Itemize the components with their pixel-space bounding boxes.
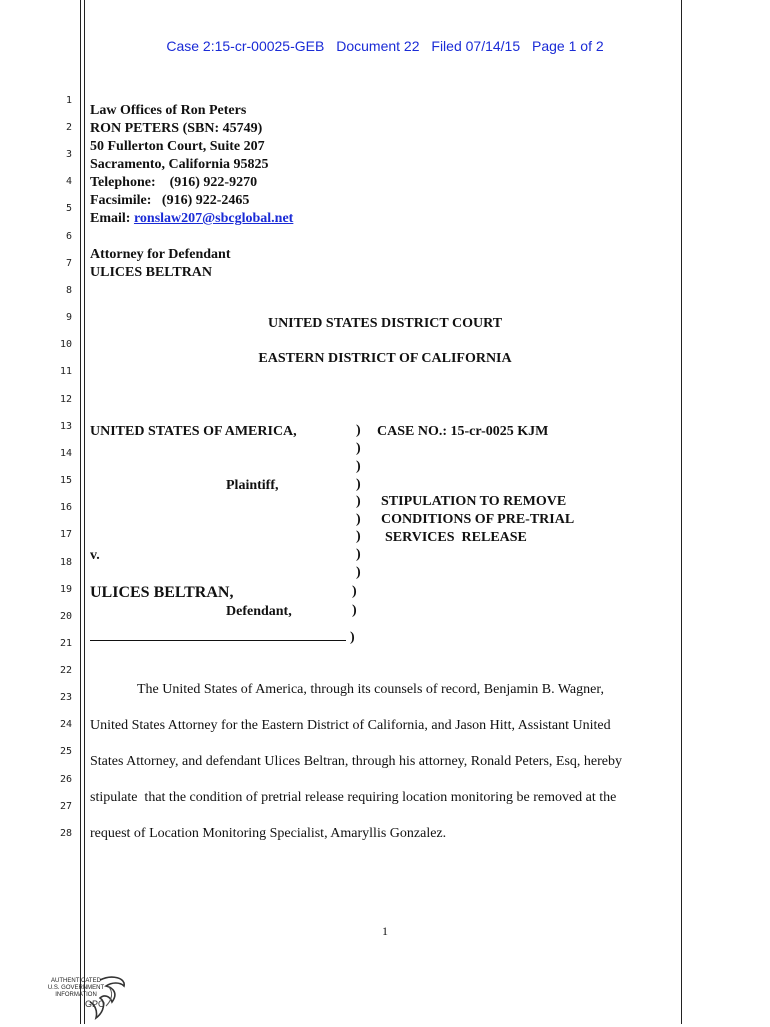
caption-paren: ): [356, 459, 361, 474]
line-number: 15: [59, 475, 72, 486]
line-number: 16: [59, 502, 72, 513]
line-number: 5: [65, 203, 72, 214]
line-number: 10: [59, 339, 72, 350]
gpo-authentication-seal: [40, 972, 132, 1022]
plaintiff-label: Plaintiff,: [226, 478, 279, 493]
plaintiff-name: UNITED STATES OF AMERICA,: [90, 424, 297, 439]
seal-mark: GPO: [85, 999, 106, 1009]
caption-paren: ): [356, 423, 361, 438]
court-name: UNITED STATES DISTRICT COURT: [267, 316, 503, 331]
header-case: Case 2:15-cr-00025-GEB: [166, 38, 325, 54]
line-number: 13: [59, 421, 72, 432]
line-number: 4: [65, 176, 72, 187]
caption-paren: ): [356, 441, 361, 456]
line-number: 17: [59, 529, 72, 540]
body-line: States Attorney, and defendant Ulices Beltran, through his attorney, Ronald Peters, Esq, hereby: [90, 754, 622, 769]
attorney-address-1: 50 Fullerton Court, Suite 207: [90, 139, 265, 154]
defendant-label: Defendant,: [226, 604, 292, 619]
attorney-facsimile: Facsimile: (916) 922-2465: [90, 193, 250, 208]
seal-text: [40, 978, 112, 999]
caption-paren: ): [356, 477, 361, 492]
caption-paren: ): [356, 529, 361, 544]
attorney-email-row: [90, 210, 293, 228]
line-number: 25: [59, 746, 72, 757]
line-number: 1: [65, 95, 72, 106]
header-page: Page 1 of 2: [532, 38, 604, 54]
line-number: 14: [59, 448, 72, 459]
versus: v.: [90, 548, 100, 563]
attorney-role: Attorney for Defendant: [90, 247, 231, 262]
line-number: 3: [65, 149, 72, 160]
line-number: 20: [59, 611, 72, 622]
document-title-1: STIPULATION TO REMOVE: [381, 494, 567, 509]
caption-paren: ): [356, 565, 361, 580]
seal-line-3: INFORMATION: [55, 992, 97, 998]
document-title-3: SERVICES RELEASE: [385, 530, 527, 545]
line-number: 2: [65, 122, 72, 133]
caption-paren: ): [352, 603, 357, 618]
header-filed: Filed 07/14/15: [431, 38, 521, 54]
margin-line-left-1: [80, 0, 81, 1024]
margin-line-left-2: [84, 0, 85, 1024]
caption-paren: ): [356, 494, 361, 509]
line-number: 24: [59, 719, 72, 730]
attorney-email-link[interactable]: ronslaw207@sbcglobal.net: [133, 211, 294, 226]
line-number: 18: [59, 557, 72, 568]
body-line: stipulate that the condition of pretrial release requiring location monitoring be removed at the: [90, 790, 617, 805]
body-line: request of Location Monitoring Specialist, Amaryllis Gonzalez.: [90, 826, 447, 841]
seal-line-2: U.S. GOVERNMENT: [47, 985, 105, 991]
document-title-2: CONDITIONS OF PRE-TRIAL: [381, 512, 575, 527]
body-line: United States Attorney for the Eastern District of California, and Jason Hitt, Assistant United: [90, 718, 611, 733]
body-line: The United States of America, through its counsels of record, Benjamin B. Wagner,: [137, 682, 604, 697]
court-district: EASTERN DISTRICT OF CALIFORNIA: [258, 351, 512, 366]
attorney-office: Law Offices of Ron Peters: [90, 103, 247, 118]
attorney-name: RON PETERS (SBN: 45749): [90, 121, 263, 136]
ecf-header: [0, 38, 770, 54]
margin-line-right: [681, 0, 682, 1024]
line-number: 12: [59, 394, 72, 405]
line-number: 7: [65, 258, 72, 269]
caption-rule: [90, 640, 346, 641]
line-number: 27: [59, 801, 72, 812]
attorney-address-2: Sacramento, California 95825: [90, 157, 269, 172]
caption-paren: ): [356, 547, 361, 562]
line-number: 9: [65, 312, 72, 323]
header-document: Document 22: [336, 38, 420, 54]
attorney-client: ULICES BELTRAN: [90, 265, 213, 280]
case-number: CASE NO.: 15-cr-0025 KJM: [377, 424, 549, 439]
line-number: 11: [59, 366, 72, 377]
caption-paren: ): [356, 512, 361, 527]
line-number: 6: [65, 231, 72, 242]
line-number: 8: [65, 285, 72, 296]
seal-line-1: AUTHENTICATED: [51, 978, 101, 984]
caption-paren: ): [352, 584, 357, 599]
line-number: 21: [59, 638, 72, 649]
caption-paren: ): [350, 630, 355, 645]
line-number: 28: [59, 828, 72, 839]
attorney-telephone: Telephone: (916) 922-9270: [90, 175, 258, 190]
line-number: 19: [59, 584, 72, 595]
attorney-email-label: Email:: [90, 211, 134, 226]
line-number: 23: [59, 692, 72, 703]
line-number: 26: [59, 774, 72, 785]
line-number: 22: [59, 665, 72, 676]
defendant-name: ULICES BELTRAN,: [90, 584, 234, 601]
page-number: 1: [382, 924, 388, 938]
